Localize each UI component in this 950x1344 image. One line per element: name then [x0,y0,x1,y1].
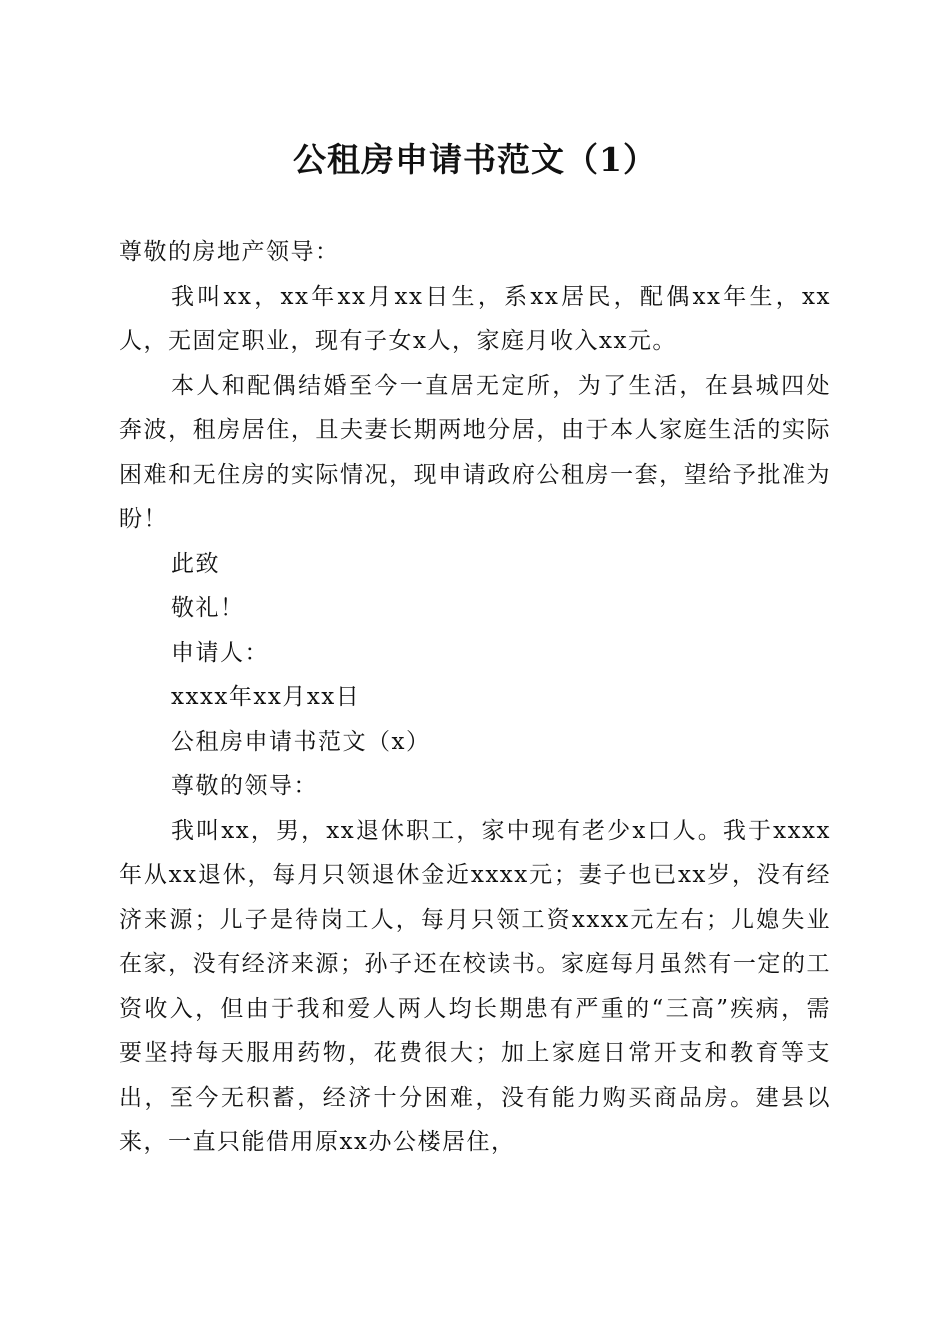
second-salutation: 尊敬的领导： [171,773,318,799]
paragraph-family-situation: 我叫xx，男，xx退休职工，家中现有老少x口人。我于xxxx年从xx退休，每月只领退休金近xxxx元；妻子也已xx岁，没有经济来源；儿子是待岗工人，每月只领工资xxxx元左右；儿媳失业在家，没有经济来源；孙子还在校读书。家庭每月虽然有一定的工资收入，但由于我和爱人两人均长期患有严重的“三高”疾病，需要坚持每天服用药物，花费很大；加上家庭日常开支和教育等支出，至今无积蓄，经济十分困难，没有能力购买商品房。建县以来，一直只能借用原xx办公楼居住， [119,817,831,1155]
date-line: xxxx年xx月xx日 [171,684,361,710]
closing-cizhi: 此致 [171,550,220,577]
applicant-label: 申请人： [171,639,269,666]
salutation: 尊敬的房地产领导： [119,239,340,265]
document-title: 公租房申请书范文（1） [293,140,657,179]
paragraph-self-intro: 我叫xx，xx年xx月xx日生，系xx居民，配偶xx年生，xx人，无固定职业，现有子女x人，家庭月收入xx元。 [119,283,831,354]
closing-jingli: 敬礼！ [171,595,245,621]
paragraph-request: 本人和配偶结婚至今一直居无定所，为了生活，在县城四处奔波，租房居住，且夫妻长期两地分居，由于本人家庭生活的实际困难和无住房的实际情况，现申请政府公租房一套，望给予批准为盼！ [119,372,831,532]
second-sample-title: 公租房申请书范文（x） [171,728,431,755]
document-body [119,230,831,1165]
